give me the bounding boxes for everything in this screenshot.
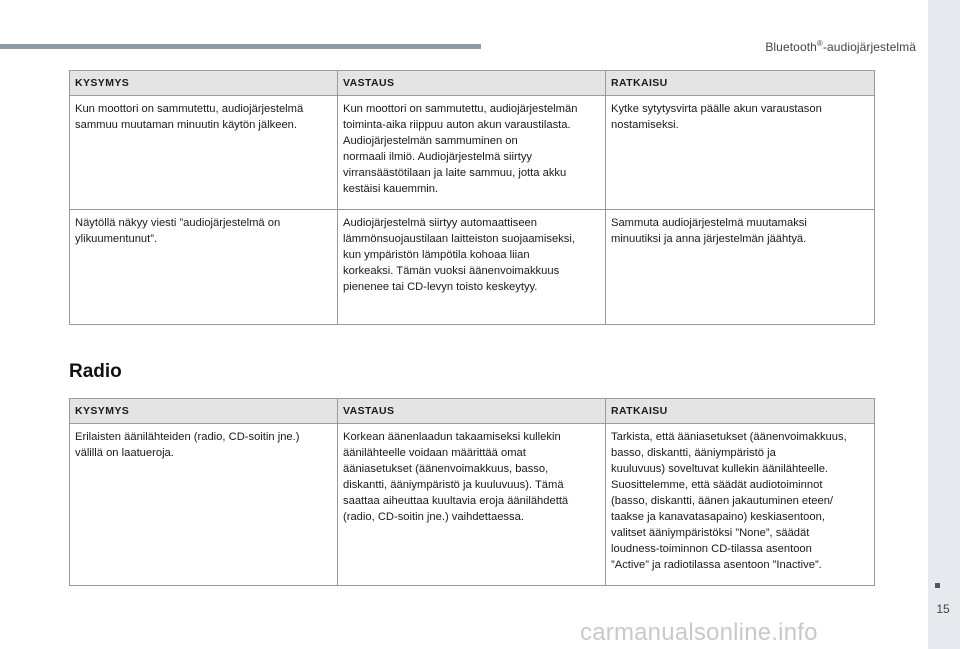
side-strip (928, 0, 960, 649)
table-row (70, 96, 875, 210)
page-number: 15 (936, 602, 950, 616)
troubleshooting-table-audio (69, 70, 875, 325)
column-header-question: KYSYMYS (70, 71, 338, 96)
table-row (70, 210, 875, 325)
header-title-suffix: -audiojärjestelmä (822, 40, 916, 54)
table-header-row (70, 399, 875, 424)
header-rule (0, 44, 481, 49)
cell-question: Erilaisten äänilähteiden (radio, CD-soitin jne.) välillä on laatueroja. (70, 424, 338, 586)
cell-answer: Audiojärjestelmä siirtyy automaattiseen lämmönsuojaustilaan laitteiston suojaamiseksi, kun ympäristön lämpötila kohoaa liian korkeaksi. Tämän vuoksi äänenvoimakkuus pienenee tai CD-levyn toisto keskeytyy. (338, 210, 606, 325)
table-header-row (70, 71, 875, 96)
watermark-text: carmanualsonline.info (580, 619, 818, 646)
cell-solution: Tarkista, että ääniasetukset (äänenvoimakkuus, basso, diskantti, ääniympäristö ja kuuluvuus) soveltuvat kullekin äänilähteelle. Suosittelemme, että säädät audiotoiminnot (basso, diskantti, äänen jakautuminen eteen/ taakse ja kanavatasapaino) keskiasentoon, valitset ääniympäristöksi ”None”, säädät loudness-toiminnon CD-tilassa asentoon ”Active” ja radiotilassa asentoon ”Inactive”. (606, 424, 875, 586)
page-marker (935, 583, 940, 588)
cell-question: Näytöllä näkyy viesti ”audiojärjestelmä on ylikuumentunut”. (70, 210, 338, 325)
header-title-sup: ® (816, 39, 823, 48)
cell-question: Kun moottori on sammutettu, audiojärjestelmä sammuu muutaman minuutin käytön jälkeen. (70, 96, 338, 210)
column-header-solution: RATKAISU (606, 71, 875, 96)
header-title-prefix: Bluetooth (765, 40, 817, 54)
column-header-answer: VASTAUS (338, 71, 606, 96)
section-title-radio: Radio (69, 361, 122, 382)
cell-solution: Kytke sytytysvirta päälle akun varaustason nostamiseksi. (606, 96, 875, 210)
troubleshooting-table-radio (69, 398, 875, 586)
cell-answer: Kun moottori on sammutettu, audiojärjestelmän toiminta-aika riippuu auton akun varaustilasta. Audiojärjestelmän sammuminen on normaali ilmiö. Audiojärjestelmä siirtyy virransäästötilaan ja laite sammuu, jotta akku kestäisi kauemmin. (338, 96, 606, 210)
column-header-solution: RATKAISU (606, 399, 875, 424)
table-row (70, 424, 875, 586)
column-header-answer: VASTAUS (338, 399, 606, 424)
column-header-question: KYSYMYS (70, 399, 338, 424)
cell-solution: Sammuta audiojärjestelmä muutamaksi minuutiksi ja anna järjestelmän jäähtyä. (606, 210, 875, 325)
running-header (765, 39, 916, 54)
cell-answer: Korkean äänenlaadun takaamiseksi kullekin äänilähteelle voidaan määrittää omat ääniasetukset (äänenvoimakkuus, basso, diskantti, ääniympäristö ja kuuluvuus). Tämä saattaa aiheuttaa kuultavia eroja äänilähdettä (radio, CD-soitin jne.) vaihdettaessa. (338, 424, 606, 586)
